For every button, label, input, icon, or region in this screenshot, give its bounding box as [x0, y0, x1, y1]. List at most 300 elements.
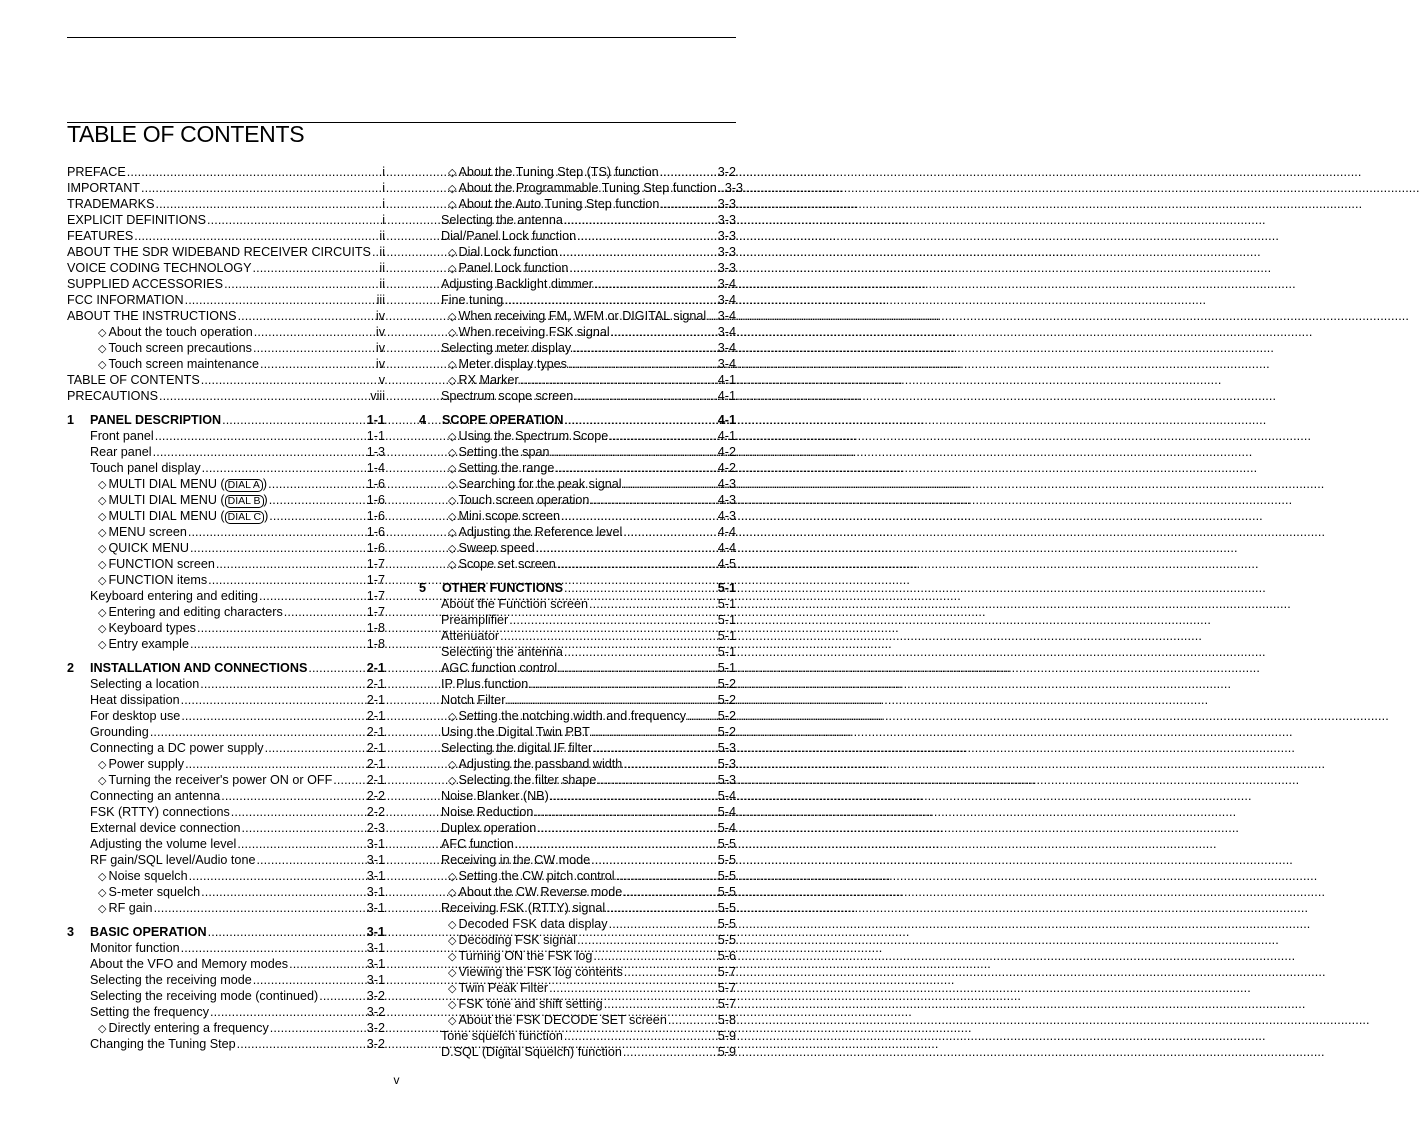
- toc-entry-label: About the touch operation: [108, 325, 253, 339]
- dot-leader: [660, 164, 717, 180]
- toc-page-ref: 1-1: [366, 413, 385, 427]
- toc-entry-label: Scope set screen: [458, 557, 556, 571]
- toc-entry[interactable]: [419, 212, 736, 228]
- toc-page-ref: 5-5: [717, 885, 736, 899]
- dot-leader: [134, 228, 378, 244]
- toc-entry[interactable]: [419, 724, 736, 740]
- toc-entry-label: About the FSK DECODE SET screen: [458, 1013, 667, 1027]
- toc-entry-label: QUICK MENU: [108, 541, 189, 555]
- diamond-bullet-icon: ◇: [448, 559, 457, 571]
- toc-page-ref: 5-8: [717, 1013, 736, 1027]
- toc-entry[interactable]: [419, 508, 736, 524]
- toc-entry[interactable]: [419, 852, 736, 868]
- toc-entry-label: Directly entering a frequency: [108, 1021, 269, 1035]
- dot-leader: [591, 852, 717, 868]
- toc-entry[interactable]: [419, 644, 736, 660]
- dot-leader: [319, 988, 366, 1004]
- toc-entry[interactable]: [67, 604, 385, 620]
- toc-page-ref: 2-1: [366, 693, 385, 707]
- toc-page-ref: iv: [375, 325, 385, 339]
- toc-page-ref: iv: [375, 309, 385, 323]
- toc-entry[interactable]: [67, 388, 385, 404]
- section-gap: [67, 652, 385, 660]
- toc-entry-label: AGC function control: [441, 661, 558, 675]
- toc-entry[interactable]: [67, 356, 385, 372]
- toc-page-ref: 5-9: [717, 1045, 736, 1059]
- toc-page-ref: 5-2: [717, 725, 736, 739]
- toc-entry-label: Fine tuning: [441, 293, 504, 307]
- toc-entry[interactable]: [419, 932, 736, 948]
- dot-leader: [565, 412, 717, 428]
- diamond-bullet-icon: ◇: [98, 575, 107, 587]
- toc-entry-label: Using the Digital Twin PBT: [441, 725, 590, 739]
- toc-page-ref: 1-7: [366, 589, 385, 603]
- toc-entry[interactable]: [419, 324, 736, 340]
- toc-entry[interactable]: [419, 524, 736, 540]
- toc-page-ref: 3-1: [366, 853, 385, 867]
- chapter-number: 1: [67, 413, 75, 427]
- toc-entry-label: SCOPE OPERATION: [442, 413, 564, 427]
- toc-entry-label: PRECAUTIONS: [67, 389, 158, 403]
- toc-entry[interactable]: [67, 508, 385, 524]
- toc-entry[interactable]: [67, 940, 385, 956]
- toc-entry[interactable]: [67, 292, 385, 308]
- toc-entry[interactable]: [419, 692, 736, 708]
- dot-leader: [210, 1004, 366, 1020]
- dot-leader: [504, 292, 716, 308]
- toc-entry-label: PREFACE: [67, 165, 126, 179]
- toc-entry-label: Dial Lock function: [458, 245, 558, 259]
- toc-entry[interactable]: [67, 164, 385, 180]
- toc-entry[interactable]: [67, 1004, 385, 1020]
- toc-entry[interactable]: [67, 1036, 385, 1052]
- diamond-bullet-icon: ◇: [98, 607, 107, 619]
- toc-entry-label: Power supply: [108, 757, 185, 771]
- section-gap: [67, 916, 385, 924]
- toc-page-ref: 1-8: [366, 621, 385, 635]
- diamond-bullet-icon: ◇: [448, 375, 457, 387]
- toc-page-ref: 5-5: [717, 901, 736, 915]
- diamond-bullet-icon: ◇: [98, 511, 107, 523]
- toc-entry[interactable]: [419, 964, 736, 980]
- dot-leader: [590, 492, 716, 508]
- dial-key-badge: DIAL A: [225, 479, 263, 492]
- toc-entry[interactable]: [67, 196, 385, 212]
- toc-entry-label: Twin Peak Filter: [458, 981, 549, 995]
- toc-entry-label: FUNCTION screen: [108, 557, 215, 571]
- toc-entry-label: Receiving in the CW mode: [441, 853, 591, 867]
- toc-page-ref: 2-1: [366, 725, 385, 739]
- dot-leader: [201, 372, 378, 388]
- toc-page-ref: 2-1: [366, 773, 385, 787]
- toc-page-ref: 5-5: [717, 933, 736, 947]
- diamond-bullet-icon: ◇: [98, 479, 107, 491]
- toc-entry[interactable]: [67, 708, 385, 724]
- toc-entry[interactable]: [419, 708, 736, 724]
- dot-leader: [624, 964, 717, 980]
- toc-chapter-heading[interactable]: [67, 924, 385, 940]
- toc-entry[interactable]: [67, 540, 385, 556]
- toc-chapter-heading[interactable]: [67, 660, 385, 676]
- toc-entry[interactable]: [67, 884, 385, 900]
- dot-leader: [201, 884, 366, 900]
- diamond-bullet-icon: ◇: [448, 871, 457, 883]
- toc-entry-label: About the Auto Tuning Step function: [458, 197, 660, 211]
- toc-page-ref: 5-7: [717, 997, 736, 1011]
- toc-entry[interactable]: [67, 756, 385, 772]
- toc-entry[interactable]: [419, 492, 736, 508]
- toc-entry[interactable]: [419, 996, 736, 1012]
- toc-entry[interactable]: [67, 788, 385, 804]
- toc-entry[interactable]: [419, 772, 736, 788]
- toc-entry[interactable]: [419, 788, 736, 804]
- toc-entry[interactable]: [67, 244, 385, 260]
- diamond-bullet-icon: ◇: [448, 327, 457, 339]
- toc-entry[interactable]: [419, 196, 736, 212]
- toc-entry[interactable]: [67, 724, 385, 740]
- toc-entry-label: Adjusting the Reference level: [458, 525, 623, 539]
- toc-entry-label: Keyboard types: [108, 621, 196, 635]
- toc-entry-label: MENU screen: [108, 525, 187, 539]
- toc-entry[interactable]: [67, 692, 385, 708]
- toc-entry[interactable]: [67, 492, 385, 508]
- diamond-bullet-icon: ◇: [448, 447, 457, 459]
- toc-page-ref: 5-7: [717, 965, 736, 979]
- toc-page-ref: 4-1: [717, 389, 736, 403]
- toc-entry[interactable]: [67, 636, 385, 652]
- toc-entry[interactable]: [419, 628, 736, 644]
- toc-entry[interactable]: [419, 980, 736, 996]
- toc-page-ref: 3-2: [366, 1021, 385, 1035]
- toc-entry-label: About the CW Reverse mode: [458, 885, 623, 899]
- toc-entry[interactable]: [419, 804, 736, 820]
- toc-entry-label: Dial/Panel Lock function: [441, 229, 577, 243]
- toc-entry-label: Monitor function: [90, 941, 180, 955]
- toc-right-column: [419, 164, 744, 1060]
- toc-entry[interactable]: [419, 164, 736, 180]
- toc-entry[interactable]: [419, 372, 736, 388]
- toc-page-ref: ii: [379, 229, 385, 243]
- toc-entry[interactable]: [67, 1020, 385, 1036]
- toc-page-ref: 1-1: [366, 429, 385, 443]
- toc-chapter-heading[interactable]: [419, 412, 736, 428]
- toc-entry-label: ABOUT THE INSTRUCTIONS: [67, 309, 237, 323]
- dot-leader: [534, 804, 716, 820]
- toc-entry-label: Setting the frequency: [90, 1005, 210, 1019]
- dot-leader: [231, 804, 366, 820]
- dot-leader: [687, 708, 717, 724]
- dot-leader: [623, 524, 717, 540]
- toc-entry[interactable]: [67, 972, 385, 988]
- dot-leader: [515, 836, 717, 852]
- toc-page-ref: 5-1: [717, 645, 736, 659]
- toc-entry[interactable]: [67, 620, 385, 636]
- toc-entry-label: FSK tone and shift setting: [458, 997, 603, 1011]
- dot-leader: [224, 276, 378, 292]
- toc-page-ref: 2-2: [366, 789, 385, 803]
- toc-page-ref: 5-3: [717, 773, 736, 787]
- toc-page-ref: 4-3: [717, 477, 736, 491]
- toc-page-ref: 3-2: [366, 1037, 385, 1051]
- toc-entry-label: External device connection: [90, 821, 241, 835]
- toc-entry[interactable]: [419, 596, 736, 612]
- toc-entry[interactable]: [419, 1044, 736, 1060]
- diamond-bullet-icon: ◇: [448, 495, 457, 507]
- toc-page-ref: 3-3: [717, 245, 736, 259]
- diamond-bullet-icon: ◇: [448, 887, 457, 899]
- toc-page-ref: 4-1: [717, 373, 736, 387]
- toc-entry[interactable]: [419, 660, 736, 676]
- toc-page-ref: ii: [379, 277, 385, 291]
- toc-entry[interactable]: [419, 1028, 736, 1044]
- toc-entry-label: Selecting the antenna: [441, 645, 563, 659]
- dot-leader: [269, 492, 366, 508]
- toc-entry[interactable]: [419, 476, 736, 492]
- toc-entry[interactable]: [419, 612, 736, 628]
- diamond-bullet-icon: ◇: [98, 623, 107, 635]
- toc-page-ref: 5-4: [717, 821, 736, 835]
- toc-page-ref: 4-3: [717, 509, 736, 523]
- toc-page-ref: 2-2: [366, 805, 385, 819]
- toc-entry[interactable]: [67, 372, 385, 388]
- dot-leader: [506, 692, 716, 708]
- toc-entry-label: Entering and editing characters: [108, 605, 283, 619]
- toc-entry[interactable]: [67, 260, 385, 276]
- toc-entry[interactable]: [419, 868, 736, 884]
- toc-entry[interactable]: [67, 900, 385, 916]
- toc-entry[interactable]: [67, 820, 385, 836]
- toc-entry[interactable]: [67, 804, 385, 820]
- toc-entry-label: About the VFO and Memory modes: [90, 957, 289, 971]
- toc-entry[interactable]: [419, 388, 736, 404]
- toc-entry-label: IP Plus function: [441, 677, 529, 691]
- toc-entry[interactable]: [419, 836, 736, 852]
- toc-entry[interactable]: [419, 900, 736, 916]
- toc-entry-label: TABLE OF CONTENTS: [67, 373, 200, 387]
- toc-entry-label: Selecting the antenna: [441, 213, 563, 227]
- toc-page-ref: 3-1: [366, 885, 385, 899]
- toc-page-ref: i: [382, 197, 385, 211]
- toc-entry-label: Searching for the peak signal: [458, 477, 622, 491]
- toc-entry-label-suffix: ): [264, 509, 269, 523]
- toc-entry[interactable]: [67, 556, 385, 572]
- toc-entry[interactable]: [419, 308, 736, 324]
- toc-page-ref: ii: [379, 245, 385, 259]
- toc-entry[interactable]: [419, 444, 736, 460]
- toc-page-ref: 3-3: [717, 229, 736, 243]
- dot-leader: [237, 836, 365, 852]
- dot-leader: [256, 852, 365, 868]
- dot-leader: [564, 644, 717, 660]
- toc-entry[interactable]: [67, 956, 385, 972]
- toc-entry-label: Selecting meter display: [441, 341, 572, 355]
- dot-leader: [604, 996, 717, 1012]
- toc-entry-label: MULTI DIAL MENU (: [108, 509, 225, 523]
- toc-entry-label: Touch screen operation: [458, 493, 590, 507]
- dot-leader: [153, 444, 366, 460]
- toc-entry[interactable]: [419, 276, 736, 292]
- top-rule: [67, 37, 736, 38]
- dot-leader: [155, 428, 366, 444]
- toc-entry[interactable]: [419, 228, 736, 244]
- toc-entry[interactable]: [419, 884, 736, 900]
- toc-entry-label: Turning the receiver's power ON or OFF: [108, 773, 333, 787]
- toc-entry[interactable]: [67, 444, 385, 460]
- toc-entry-label: Connecting an antenna: [90, 789, 221, 803]
- toc-entry[interactable]: [67, 852, 385, 868]
- toc-entry-label: Meter display types: [458, 357, 567, 371]
- dot-leader: [551, 444, 717, 460]
- diamond-bullet-icon: ◇: [98, 639, 107, 651]
- toc-entry-label: Preamplifier: [441, 613, 509, 627]
- toc-entry-label: VOICE CODING TECHNOLOGY: [67, 261, 252, 275]
- dot-leader: [154, 900, 366, 916]
- toc-page-ref: 5-6: [717, 949, 736, 963]
- toc-page-ref: 4-1: [717, 429, 736, 443]
- toc-entry[interactable]: [419, 556, 736, 572]
- toc-page-ref: 1-6: [366, 477, 385, 491]
- toc-entry[interactable]: [67, 676, 385, 692]
- toc-chapter-heading[interactable]: [419, 580, 736, 596]
- toc-entry[interactable]: [67, 988, 385, 1004]
- toc-entry[interactable]: [419, 460, 736, 476]
- toc-entry-label: Decoding FSK signal: [458, 933, 577, 947]
- toc-entry[interactable]: [419, 1012, 736, 1028]
- toc-entry[interactable]: [67, 868, 385, 884]
- dot-leader: [333, 772, 366, 788]
- dot-leader: [564, 1028, 717, 1044]
- diamond-bullet-icon: ◇: [98, 887, 107, 899]
- toc-page-ref: 1-7: [366, 605, 385, 619]
- toc-entry[interactable]: [67, 228, 385, 244]
- toc-page-ref: 1-6: [366, 525, 385, 539]
- dot-leader: [616, 868, 717, 884]
- toc-entry-label: Turning ON the FSK log: [458, 949, 593, 963]
- dot-leader: [609, 916, 717, 932]
- toc-entry-label: About the Function screen: [441, 597, 589, 611]
- toc-entry[interactable]: [419, 244, 736, 260]
- diamond-bullet-icon: ◇: [448, 759, 457, 771]
- toc-entry[interactable]: [419, 356, 736, 372]
- toc-entry[interactable]: [419, 540, 736, 556]
- toc-entry-label: Keyboard entering and editing: [90, 589, 259, 603]
- diamond-bullet-icon: ◇: [448, 951, 457, 963]
- toc-entry-label: Selecting the filter shape: [458, 773, 597, 787]
- toc-entry-label: When receiving FSK signal: [458, 325, 610, 339]
- toc-entry[interactable]: [67, 212, 385, 228]
- toc-entry-label: FCC INFORMATION: [67, 293, 184, 307]
- toc-entry[interactable]: [419, 756, 736, 772]
- toc-page-ref: 2-1: [366, 741, 385, 755]
- toc-entry-label: Notch Filter: [441, 693, 506, 707]
- toc-page-ref: 4-1: [717, 413, 736, 427]
- toc-entry[interactable]: [67, 588, 385, 604]
- chapter-number: 2: [67, 661, 75, 675]
- toc-entry[interactable]: [67, 340, 385, 356]
- toc-entry-label: About the Tuning Step (TS) function: [458, 165, 659, 179]
- toc-page-ref: 4-3: [717, 493, 736, 507]
- toc-entry[interactable]: [67, 428, 385, 444]
- toc-entry[interactable]: [419, 820, 736, 836]
- page-title: TABLE OF CONTENTS: [67, 121, 305, 147]
- dot-leader: [606, 900, 717, 916]
- toc-page-ref: 3-4: [717, 277, 736, 291]
- toc-page-ref: 2-1: [366, 709, 385, 723]
- dot-leader: [197, 620, 366, 636]
- toc-page-ref: 1-8: [366, 637, 385, 651]
- dot-leader: [577, 228, 717, 244]
- dot-leader: [265, 740, 366, 756]
- toc-entry[interactable]: [419, 740, 736, 756]
- toc-entry-label: OTHER FUNCTIONS: [442, 581, 564, 595]
- toc-entry[interactable]: [67, 324, 385, 340]
- toc-entry-label: Setting the range: [458, 461, 555, 475]
- toc-entry[interactable]: [419, 260, 736, 276]
- toc-entry-label: Selecting the receiving mode: [90, 973, 252, 987]
- dot-leader: [268, 476, 366, 492]
- toc-entry[interactable]: [419, 916, 736, 932]
- toc-entry[interactable]: [419, 948, 736, 964]
- toc-entry[interactable]: [67, 572, 385, 588]
- diamond-bullet-icon: ◇: [448, 999, 457, 1011]
- dot-leader: [718, 180, 724, 196]
- section-gap: [67, 404, 385, 412]
- toc-entry[interactable]: [67, 308, 385, 324]
- toc-entry-label: IMPORTANT: [67, 181, 140, 195]
- dot-leader: [707, 308, 717, 324]
- toc-entry-label: Setting the CW pitch control: [458, 869, 615, 883]
- toc-page-ref: 3-1: [366, 925, 385, 939]
- dot-leader: [529, 676, 717, 692]
- toc-entry[interactable]: [67, 460, 385, 476]
- toc-entry[interactable]: [67, 524, 385, 540]
- dot-leader: [181, 940, 366, 956]
- toc-page-ref: 5-4: [717, 789, 736, 803]
- dot-leader: [159, 388, 369, 404]
- toc-page-ref: i: [382, 213, 385, 227]
- diamond-bullet-icon: ◇: [448, 983, 457, 995]
- toc-page-ref: 3-3: [717, 261, 736, 275]
- dot-leader: [537, 820, 717, 836]
- diamond-bullet-icon: ◇: [98, 1023, 107, 1035]
- toc-entry[interactable]: [67, 476, 385, 492]
- toc-entry[interactable]: [67, 180, 385, 196]
- toc-page-ref: 5-1: [717, 629, 736, 643]
- dot-leader: [308, 660, 365, 676]
- toc-entry[interactable]: [67, 276, 385, 292]
- page-number: v: [393, 1073, 400, 1087]
- toc-entry[interactable]: [419, 292, 736, 308]
- toc-entry[interactable]: [419, 180, 744, 196]
- diamond-bullet-icon: ◇: [448, 167, 457, 179]
- dot-leader: [185, 756, 366, 772]
- toc-page-ref: 5-1: [717, 613, 736, 627]
- toc-entry[interactable]: [419, 340, 736, 356]
- dot-leader: [594, 276, 717, 292]
- toc-entry[interactable]: [419, 676, 736, 692]
- chapter-number: 3: [67, 925, 75, 939]
- toc-page-ref: ii: [379, 261, 385, 275]
- toc-entry[interactable]: [67, 740, 385, 756]
- dot-leader: [593, 740, 717, 756]
- toc-entry[interactable]: [67, 836, 385, 852]
- toc-page-ref: 2-3: [366, 821, 385, 835]
- dot-leader: [221, 788, 366, 804]
- toc-chapter-heading[interactable]: [67, 412, 385, 428]
- toc-entry[interactable]: [67, 772, 385, 788]
- toc-page-ref: 5-5: [717, 853, 736, 867]
- toc-entry[interactable]: [419, 428, 736, 444]
